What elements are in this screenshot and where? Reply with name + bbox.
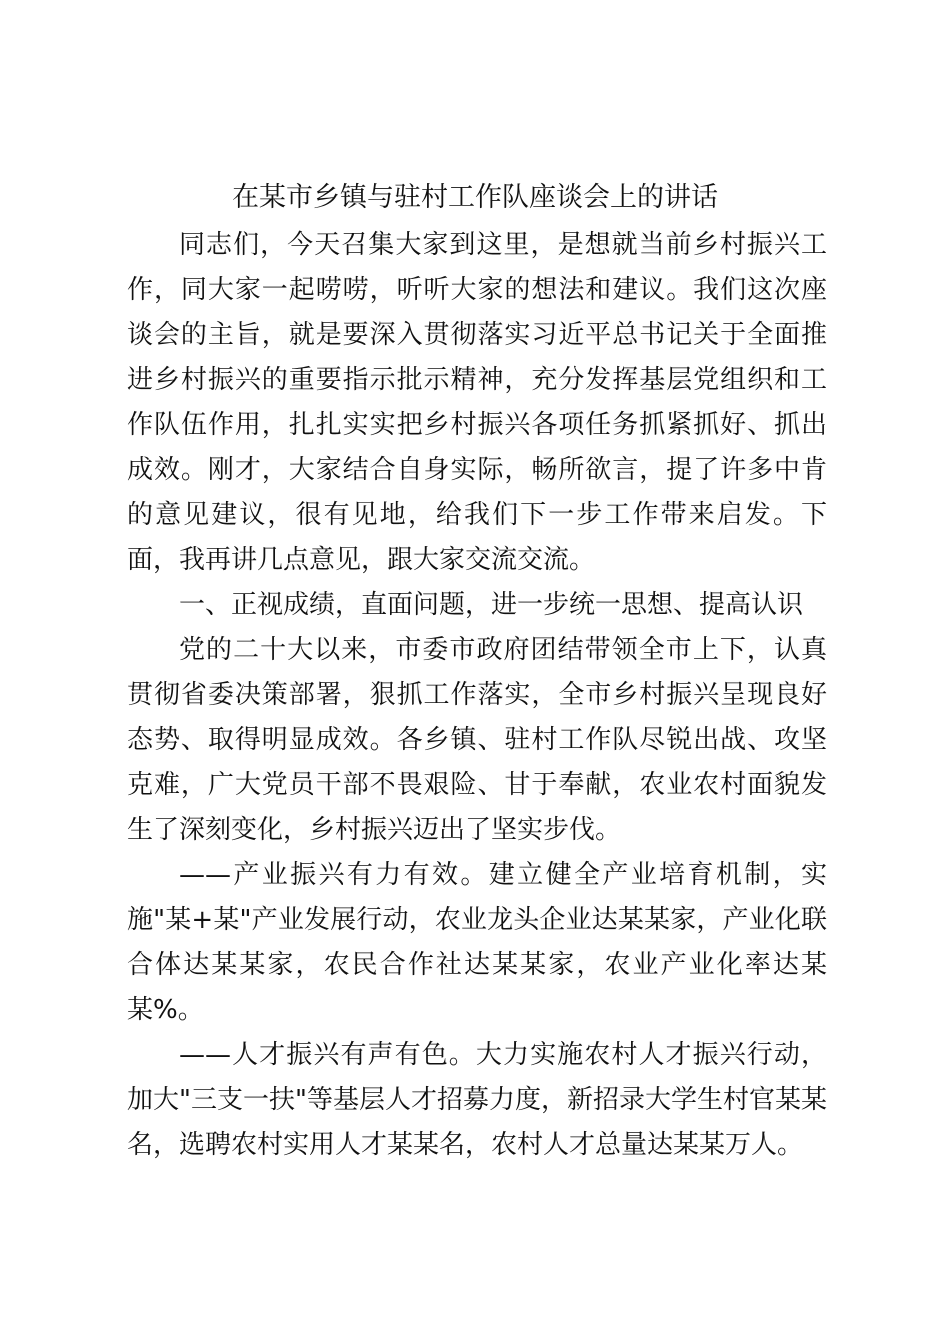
paragraph-intro: 同志们，今天召集大家到这里，是想就当前乡村振兴工作，同大家一起唠唠，听听大家的想法和建议。我们这次座谈会的主旨，就是要深入贯彻落实习近平总书记关于全面推进乡村振兴的重要指示批示精神，充分发挥基层党组织和工作队伍作用，扎扎实实把乡村振兴各项任务抓紧抓好、抓出成效。刚才，大家结合自身实际，畅所欲言，提了许多中肯的意见建议，很有见地，给我们下一步工作带来启发。下面，我再讲几点意见，跟大家交流交流。 (127, 230, 827, 575)
paragraph-achievements: 党的二十大以来，市委市政府团结带领全市上下，认真贯彻省委决策部署，狠抓工作落实，全市乡村振兴呈现良好态势、取得明显成效。各乡镇、驻村工作队尽锐出战、攻坚克难，广大党员干部不畏艰险、甘于奉献，农业农村面貌发生了深刻变化，乡村振兴迈出了坚实步伐。 (127, 635, 827, 845)
document-title: 在某市乡镇与驻村工作队座谈会上的讲话 (232, 182, 718, 213)
document-body (127, 223, 827, 1168)
paragraph-industry: ——产业振兴有力有效。建立健全产业培育机制，实施"某+某"产业发展行动，农业龙头企业达某某家，产业化联合体达某某家，农民合作社达某某家，农业产业化率达某某%。 (127, 860, 827, 1025)
paragraph-talent: ——人才振兴有声有色。大力实施农村人才振兴行动，加大"三支一扶"等基层人才招募力度，新招录大学生村官某某名，选聘农村实用人才某某名，农村人才总量达某某万人。 (127, 1040, 827, 1160)
section-heading-1: 一、正视成绩，直面问题，进一步统一思想、提高认识 (179, 590, 804, 620)
